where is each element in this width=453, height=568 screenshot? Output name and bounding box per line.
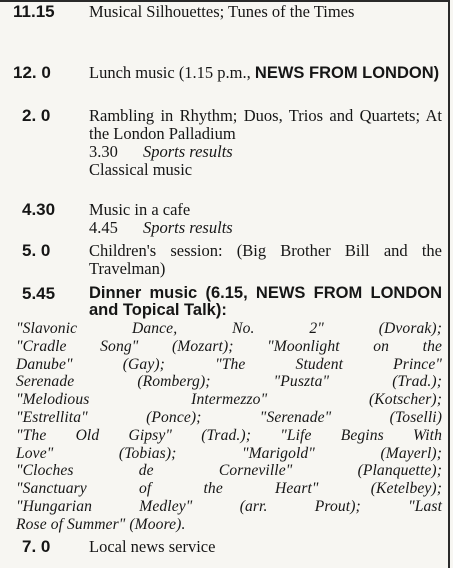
entry-text-plain: Lunch music (1.15 p.m., xyxy=(89,63,255,82)
entry-text: Local news service xyxy=(89,537,216,556)
sub-entry xyxy=(89,143,442,161)
entry-text xyxy=(89,107,442,179)
right-rule xyxy=(448,0,450,568)
programme-line: "The Old Gipsy" (Trad.); "Life Begins With xyxy=(16,426,442,444)
entry-text: Dinner music (6.15, NEWS FROM LONDON and Topical Talk): xyxy=(89,284,442,319)
programme-line: Serenade (Romberg); "Puszta" (Trad.); xyxy=(16,373,442,391)
programme-line: "Sanctuary of the Heart" (Ketelbey); xyxy=(16,480,442,498)
programme-line: Rose of Summer" (Moore). xyxy=(16,515,186,533)
entry-time: 7. 0 xyxy=(22,537,51,556)
entry-text xyxy=(89,201,442,237)
extra-text: Classical music xyxy=(89,160,193,179)
entry-text-main: Music in a cafe xyxy=(89,200,191,219)
entry-time: 4.30 xyxy=(22,200,56,219)
entry-text-main: Rambling in Rhythm; Duos, Trios and Quartets; At the London Palladium xyxy=(89,106,442,143)
entry-time: 2. 0 xyxy=(22,106,51,125)
programme-line: "Cradle Song" (Mozart); "Moonlight on the xyxy=(16,337,442,355)
entry-text xyxy=(89,64,442,82)
programme-line: "Cloches de Corneville" (Planquette); xyxy=(16,462,442,480)
entry-text: Children's session: (Big Brother Bill and the Travelman) xyxy=(89,241,442,278)
news-from-london: NEWS FROM LONDON) xyxy=(254,64,440,82)
sub-time: 3.30 xyxy=(89,142,118,161)
sub-entry xyxy=(89,219,442,237)
entry-text: Musical Silhouettes; Tunes of the Times xyxy=(89,2,355,21)
entry-time: 5.45 xyxy=(22,284,56,303)
entry-time: 5. 0 xyxy=(22,241,51,260)
sub-text: Sports results xyxy=(143,142,233,161)
programme-line: "Melodious Intermezzo" (Kotscher); xyxy=(16,391,442,409)
programme-line: Danube" (Gay); "The Student Prince" xyxy=(16,355,442,373)
entry-time: 12. 0 xyxy=(13,63,51,82)
sub-text: Sports results xyxy=(143,218,233,237)
programme-line: "Hungarian Medley" (arr. Prout); "Last xyxy=(16,497,442,515)
dinner-music-programme xyxy=(16,320,442,534)
programme-line: "Estrellita" (Ponce); "Serenade" (Toselli) xyxy=(16,408,442,426)
programme-line: "Slavonic Dance, No. 2" (Dvorak); xyxy=(16,320,442,337)
sub-time: 4.45 xyxy=(89,218,118,237)
programme-line: Love" (Tobias); "Marigold" (Mayerl); xyxy=(16,444,442,462)
entry-time: 11.15 xyxy=(13,2,55,21)
